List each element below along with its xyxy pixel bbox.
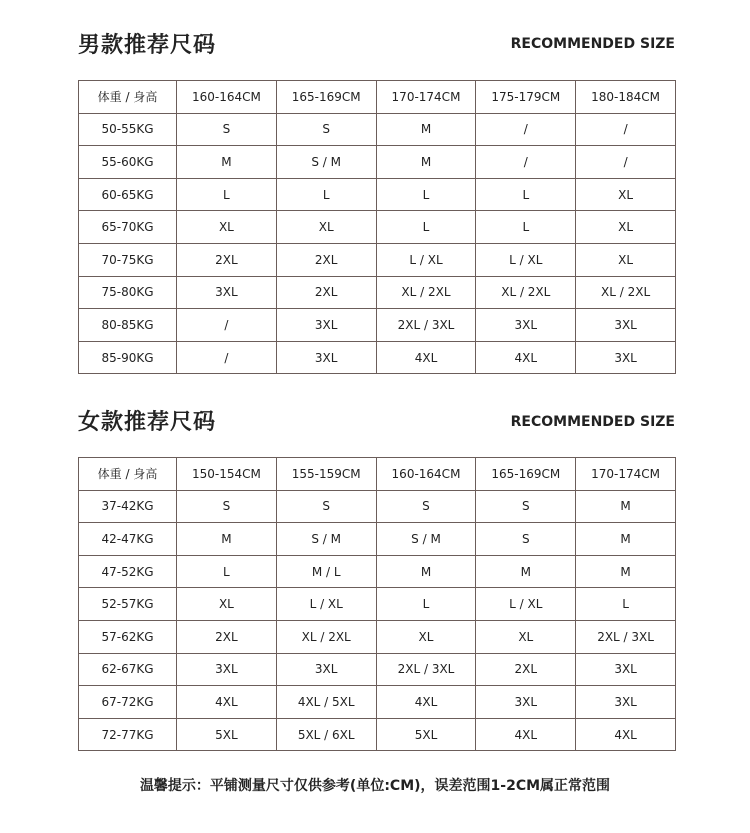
table-row xyxy=(79,555,676,588)
header-cell: 170-174CM xyxy=(576,458,676,491)
size-cell: L xyxy=(376,588,476,621)
header-row xyxy=(79,458,676,491)
header-cell: 150-154CM xyxy=(177,458,277,491)
size-cell: / xyxy=(576,113,676,146)
size-cell: XL / 2XL xyxy=(276,620,376,653)
size-cell: 2XL / 3XL xyxy=(376,309,476,342)
size-cell: 4XL xyxy=(576,718,676,751)
table-row xyxy=(79,686,676,719)
size-cell: XL / 2XL xyxy=(476,276,576,309)
size-cell: L / XL xyxy=(376,243,476,276)
size-cell: 4XL / 5XL xyxy=(276,686,376,719)
size-cell: / xyxy=(177,309,277,342)
table-row xyxy=(79,211,676,244)
size-cell: 2XL xyxy=(177,243,277,276)
men-size-table xyxy=(78,80,676,374)
size-cell: M xyxy=(576,555,676,588)
size-cell: 3XL xyxy=(576,341,676,374)
measurement-note: 温馨提示：平铺测量尺寸仅供参考(单位:CM)，误差范围1-2CM属正常范围 xyxy=(139,778,611,794)
size-cell: L xyxy=(476,211,576,244)
size-cell: 3XL xyxy=(276,309,376,342)
weight-cell: 62-67KG xyxy=(79,653,177,686)
size-cell: S / M xyxy=(276,146,376,179)
women-title: 女款推荐尺码 xyxy=(78,410,217,435)
size-cell: XL xyxy=(476,620,576,653)
table-row xyxy=(79,146,676,179)
size-cell: S / M xyxy=(276,523,376,556)
size-cell: M / L xyxy=(276,555,376,588)
men-title: 男款推荐尺码 xyxy=(78,33,217,58)
header-cell: 170-174CM xyxy=(376,81,476,114)
size-cell: M xyxy=(376,146,476,179)
size-cell: / xyxy=(476,113,576,146)
size-cell: 3XL xyxy=(576,653,676,686)
size-cell: XL xyxy=(576,243,676,276)
size-cell: L / XL xyxy=(476,588,576,621)
header-cell: 160-164CM xyxy=(177,81,277,114)
header-cell: 175-179CM xyxy=(476,81,576,114)
weight-cell: 60-65KG xyxy=(79,178,177,211)
table-row xyxy=(79,490,676,523)
size-cell: 2XL xyxy=(177,620,277,653)
header-cell: 165-169CM xyxy=(476,458,576,491)
size-cell: XL xyxy=(276,211,376,244)
table-row xyxy=(79,243,676,276)
header-cell: 180-184CM xyxy=(576,81,676,114)
header-cell: 165-169CM xyxy=(276,81,376,114)
size-cell: S / M xyxy=(376,523,476,556)
size-cell: XL xyxy=(177,211,277,244)
weight-cell: 65-70KG xyxy=(79,211,177,244)
size-cell: XL / 2XL xyxy=(376,276,476,309)
size-cell: M xyxy=(476,555,576,588)
size-cell: 4XL xyxy=(476,718,576,751)
size-cell: XL xyxy=(376,620,476,653)
size-cell: 3XL xyxy=(177,276,277,309)
table-row xyxy=(79,178,676,211)
weight-cell: 50-55KG xyxy=(79,113,177,146)
size-cell: 2XL / 3XL xyxy=(576,620,676,653)
table-row xyxy=(79,276,676,309)
size-cell: 3XL xyxy=(476,309,576,342)
weight-cell: 42-47KG xyxy=(79,523,177,556)
table-row xyxy=(79,341,676,374)
size-cell: 4XL xyxy=(376,341,476,374)
weight-cell: 57-62KG xyxy=(79,620,177,653)
weight-cell: 55-60KG xyxy=(79,146,177,179)
size-cell: / xyxy=(177,341,277,374)
size-cell: S xyxy=(276,490,376,523)
size-cell: L xyxy=(376,211,476,244)
weight-cell: 80-85KG xyxy=(79,309,177,342)
size-cell: M xyxy=(576,523,676,556)
size-cell: 5XL / 6XL xyxy=(276,718,376,751)
weight-cell: 67-72KG xyxy=(79,686,177,719)
size-cell: M xyxy=(177,523,277,556)
size-cell: S xyxy=(376,490,476,523)
weight-cell: 37-42KG xyxy=(79,490,177,523)
size-cell: S xyxy=(276,113,376,146)
table-row xyxy=(79,309,676,342)
size-cell: S xyxy=(177,490,277,523)
table-row xyxy=(79,653,676,686)
size-cell: 3XL xyxy=(276,341,376,374)
size-cell: M xyxy=(576,490,676,523)
header-cell: 160-164CM xyxy=(376,458,476,491)
men-subtitle: RECOMMENDED SIZE xyxy=(510,36,675,52)
size-cell: 3XL xyxy=(576,309,676,342)
size-cell: 4XL xyxy=(376,686,476,719)
women-subtitle: RECOMMENDED SIZE xyxy=(510,414,675,430)
size-cell: 4XL xyxy=(476,341,576,374)
size-cell: L xyxy=(376,178,476,211)
table-row xyxy=(79,620,676,653)
header-cell: 体重 / 身高 xyxy=(79,81,177,114)
size-cell: 2XL xyxy=(276,276,376,309)
size-cell: / xyxy=(476,146,576,179)
table-row xyxy=(79,588,676,621)
women-size-table xyxy=(78,457,676,751)
table-row xyxy=(79,523,676,556)
size-cell: XL / 2XL xyxy=(576,276,676,309)
size-cell: L xyxy=(177,555,277,588)
header-row xyxy=(79,81,676,114)
weight-cell: 47-52KG xyxy=(79,555,177,588)
table-row xyxy=(79,718,676,751)
size-cell: XL xyxy=(576,211,676,244)
size-cell: 4XL xyxy=(177,686,277,719)
size-cell: 2XL xyxy=(276,243,376,276)
size-cell: M xyxy=(376,113,476,146)
size-cell: M xyxy=(177,146,277,179)
size-cell: 3XL xyxy=(576,686,676,719)
weight-cell: 72-77KG xyxy=(79,718,177,751)
weight-cell: 70-75KG xyxy=(79,243,177,276)
size-cell: L xyxy=(476,178,576,211)
header-cell: 体重 / 身高 xyxy=(79,458,177,491)
size-cell: S xyxy=(476,490,576,523)
weight-cell: 85-90KG xyxy=(79,341,177,374)
size-cell: 2XL xyxy=(476,653,576,686)
size-cell: S xyxy=(476,523,576,556)
header-cell: 155-159CM xyxy=(276,458,376,491)
size-cell: 3XL xyxy=(476,686,576,719)
size-cell: L xyxy=(177,178,277,211)
size-cell: S xyxy=(177,113,277,146)
size-cell: 2XL / 3XL xyxy=(376,653,476,686)
size-cell: L / XL xyxy=(276,588,376,621)
size-cell: / xyxy=(576,146,676,179)
size-cell: L xyxy=(276,178,376,211)
size-cell: L xyxy=(576,588,676,621)
size-cell: 5XL xyxy=(177,718,277,751)
size-cell: M xyxy=(376,555,476,588)
size-cell: 3XL xyxy=(276,653,376,686)
weight-cell: 52-57KG xyxy=(79,588,177,621)
size-cell: 5XL xyxy=(376,718,476,751)
size-cell: L / XL xyxy=(476,243,576,276)
weight-cell: 75-80KG xyxy=(79,276,177,309)
table-row xyxy=(79,113,676,146)
size-cell: XL xyxy=(576,178,676,211)
size-cell: 3XL xyxy=(177,653,277,686)
size-cell: XL xyxy=(177,588,277,621)
